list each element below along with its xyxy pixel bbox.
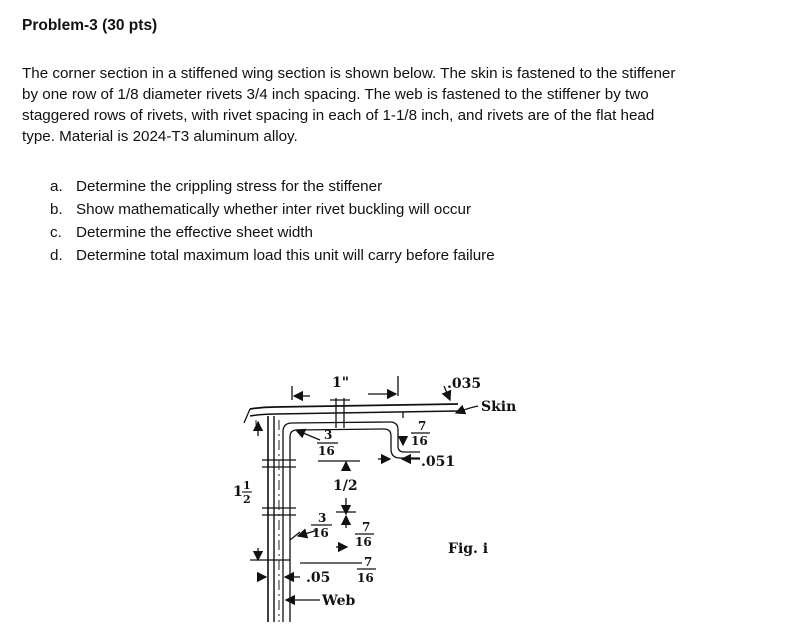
task-text: Show mathematically whether inter rivet buckling will occur: [76, 201, 472, 218]
skin-thickness-label: .035: [447, 376, 482, 392]
height-den: 2: [243, 493, 251, 506]
statement-line-4: type. Material is 2024-T3 aluminum alloy.: [22, 128, 298, 145]
statement-line-1: The corner section in a stiffened wing section is shown below. The skin is fastened to the stiffener: [22, 65, 676, 82]
height-dimension-label: [233, 479, 252, 506]
statement-line-2: by one row of 1/8 diameter rivets 3/4 inch spacing. The web is fastened to the stiffener by two: [22, 86, 649, 103]
frac-numerator: 7: [362, 520, 371, 534]
frac-numerator: 7: [364, 555, 373, 569]
stiffener-outer: [283, 422, 420, 622]
web-thickness-label: .05: [306, 570, 331, 586]
frac-7-16-middle: [355, 520, 374, 549]
frac-7-16-flange: [411, 419, 430, 448]
task-letter: b.: [50, 201, 63, 218]
height-num: 1: [243, 479, 251, 492]
frac-denominator: 16: [411, 434, 428, 448]
task-text: Determine total maximum load this unit will carry before failure: [76, 247, 495, 264]
height-whole: 1: [233, 484, 243, 500]
task-letter: d.: [50, 247, 63, 264]
frac-denominator: 16: [355, 535, 372, 549]
skin-label: Skin: [481, 399, 517, 415]
flange-thickness-label: .051: [421, 454, 456, 470]
frac-numerator: 7: [418, 419, 427, 433]
task-letter: c.: [50, 224, 62, 241]
frac-numerator: 3: [318, 511, 327, 525]
frac-denominator: 16: [318, 444, 335, 458]
frac-denominator: 16: [357, 571, 374, 585]
frac-7-16-lower: [357, 555, 376, 585]
frac-denominator: 16: [312, 526, 329, 540]
frac-3-16-upper: [317, 428, 338, 458]
frac-3-16-lower: [311, 511, 332, 540]
half-label: 1/2: [333, 478, 358, 494]
width-label: 1": [332, 375, 350, 391]
figure-caption: Fig. i: [448, 541, 489, 557]
skin-sheet: [250, 404, 458, 409]
task-letter: a.: [50, 178, 63, 195]
frac-numerator: 3: [324, 428, 333, 442]
statement-line-3: staggered rows of rivets, with rivet spacing in each of 1-1/8 inch, and rivets are of the flat head: [22, 107, 655, 124]
task-text: Determine the effective sheet width: [76, 224, 313, 241]
problem-title: Problem-3 (30 pts): [22, 17, 158, 34]
skin-sheet-lower: [250, 411, 458, 416]
web-label: Web: [322, 593, 356, 609]
task-text: Determine the crippling stress for the stiffener: [76, 178, 383, 195]
